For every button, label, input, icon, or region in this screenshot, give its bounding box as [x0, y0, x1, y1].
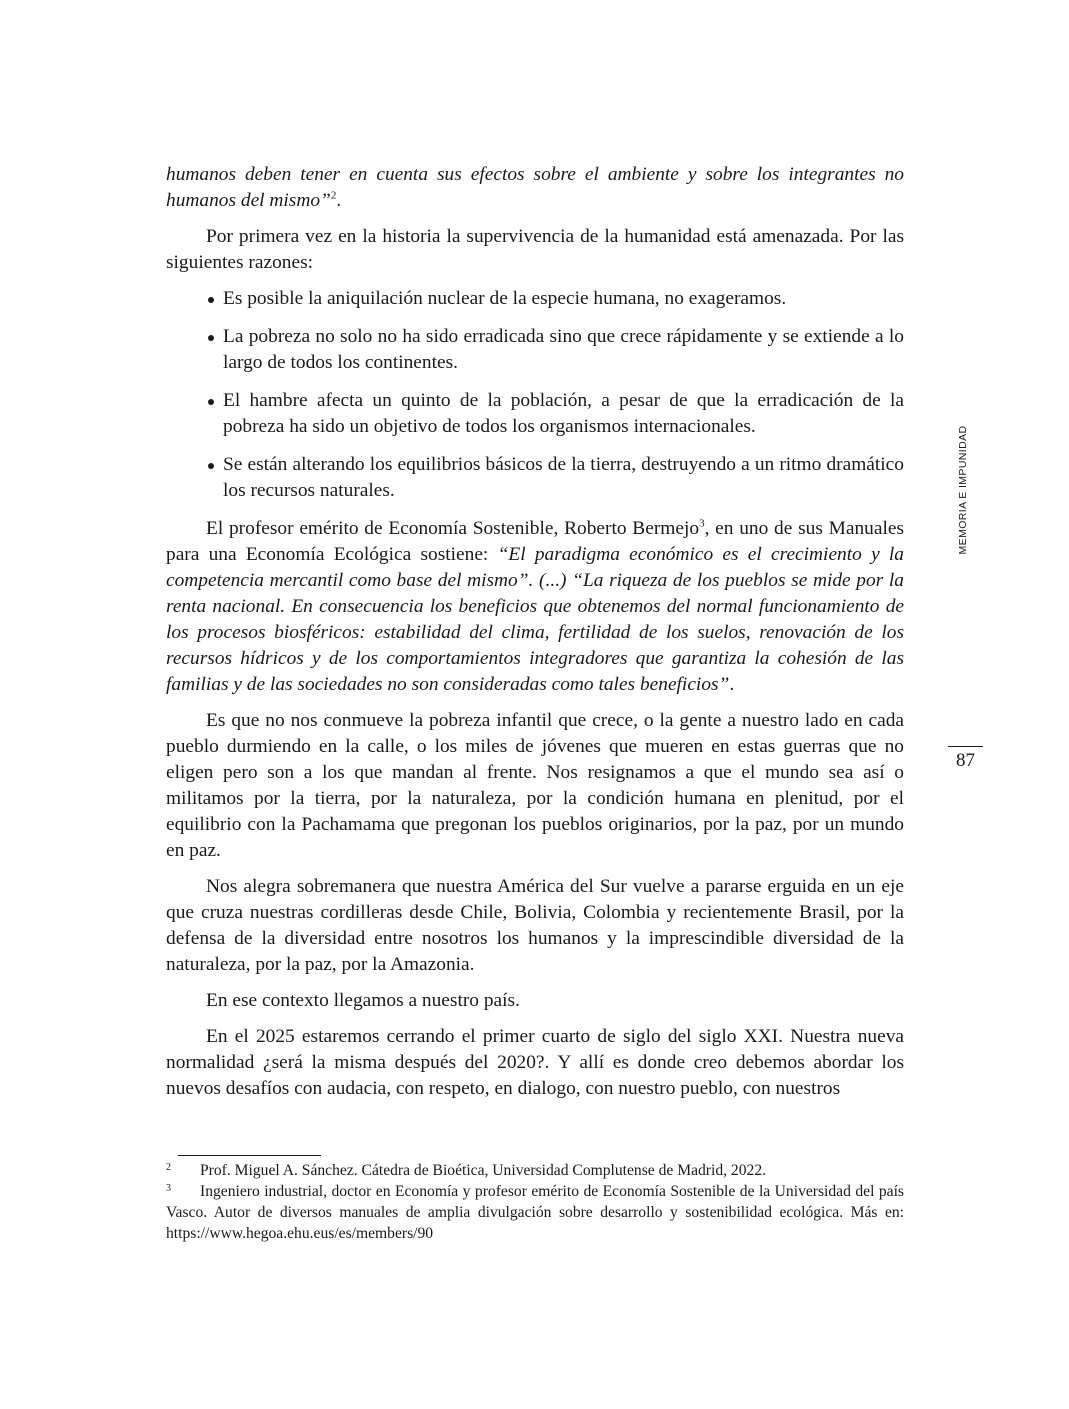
bullet-item: Se están alterando los equilibrios básicos de la tierra, destruyendo a un ritmo dramático los recursos naturales. — [206, 452, 904, 504]
footnote-mark: 3 — [166, 1183, 171, 1194]
page-number: 87 — [956, 750, 975, 771]
body-text — [166, 162, 904, 1102]
paragraph-contexto: En ese contexto llegamos a nuestro país. — [206, 990, 520, 1011]
footnotes — [166, 1160, 904, 1244]
page-number-rule — [948, 746, 983, 747]
text: El profesor emérito de Economía Sostenible, Roberto Bermejo — [206, 518, 700, 539]
bullet-item: La pobreza no solo no ha sido erradicada sino que crece rápidamente y se extiende a lo largo de todos los continentes. — [206, 324, 904, 376]
bullet-item: El hambre afecta un quinto de la población, a pesar de que la erradicación de la pobreza ha sido un objetivo de todos los organismos internacionales. — [206, 388, 904, 440]
footnote-2 — [166, 1160, 904, 1181]
quote-text: humanos deben tener en cuenta sus efectos sobre el ambiente y sobre los integrantes no humanos del mismo” — [166, 164, 904, 211]
paragraph-bermejo — [166, 516, 904, 698]
quote-text: “El paradigma económico es el crecimiento y la competencia mercantil como base del mismo”. (...) “La riqueza de los pueblos se mide por la renta nacional. En consecuencia los beneficios que obtenemos del normal funcionamiento de los procesos biosféricos: estabilidad del clima, fertilidad de los suelos, renovación de los recursos hídricos y de los comportamientos integradores que garantiza la cohesión de las familias y de las sociedades no son consideradas como tales beneficios” — [166, 544, 904, 695]
footnote-ref-3[interactable]: 3 — [699, 517, 705, 530]
footnote-3 — [166, 1181, 904, 1244]
footnote-ref-2[interactable]: 2 — [330, 189, 337, 202]
bullet-list — [166, 286, 904, 504]
period: . — [729, 674, 735, 695]
paragraph-2025: En el 2025 estaremos cerrando el primer cuarto de siglo del siglo XXI. Nuestra nueva normalidad ¿será la misma después del 2020?. Y allí es donde creo debemos abordar los nuevos desafíos con audacia, con respeto, en dialogo, con nuestro pueblo, con nuestros — [166, 1026, 904, 1099]
footnote-separator — [178, 1155, 321, 1156]
paragraph-america: Nos alegra sobremanera que nuestra América del Sur vuelve a pararse erguida en un eje que cruza nuestras cordilleras desde Chile, Bolivia, Colombia y recientemente Brasil, por la defensa de la diversidad entre nosotros los humanos y la imprescindible diversidad de la naturaleza, por la paz, por la Amazonia. — [166, 876, 904, 975]
paragraph-intro: Por primera vez en la historia la supervivencia de la humanidad está amenazada. Por las siguientes razones: — [166, 226, 904, 273]
bullet-item: Es posible la aniquilación nuclear de la especie humana, no exageramos. — [206, 286, 904, 312]
footnote-text: Ingeniero industrial, doctor en Economía y profesor emérito de Economía Sostenible de la Universidad del país Vasco. Autor de diversos manuales de amplia divulgación sobre desarrollo y sostenibilidad ecológica. Más en: https://www.hegoa.ehu.eus/es/members/90 — [166, 1183, 904, 1242]
footnote-text: Prof. Miguel A. Sánchez. Cátedra de Bioética, Universidad Complutense de Madrid, 2022. — [200, 1162, 767, 1179]
paragraph-quote-continuation — [166, 162, 904, 214]
footnote-mark: 2 — [166, 1162, 171, 1173]
running-header-vertical: MEMORIA E IMPUNIDAD — [957, 425, 969, 555]
period: . — [336, 190, 342, 211]
paragraph-pobreza: Es que no nos conmueve la pobreza infantil que crece, o la gente a nuestro lado en cada pueblo durmiendo en la calle, o los miles de jóvenes que mueren en estas guerras que no eligen pero son a los que mandan al frente. Nos resignamos a que el mundo sea así o militamos por la tierra, por la naturaleza, por la condición humana en plenitud, por el equilibrio con la Pachamama que pregonan los pueblos originarios, por la paz, por un mundo en paz. — [166, 710, 904, 861]
text: , en uno de sus Manuales para una Economía Ecológica sostiene: — [166, 518, 905, 565]
